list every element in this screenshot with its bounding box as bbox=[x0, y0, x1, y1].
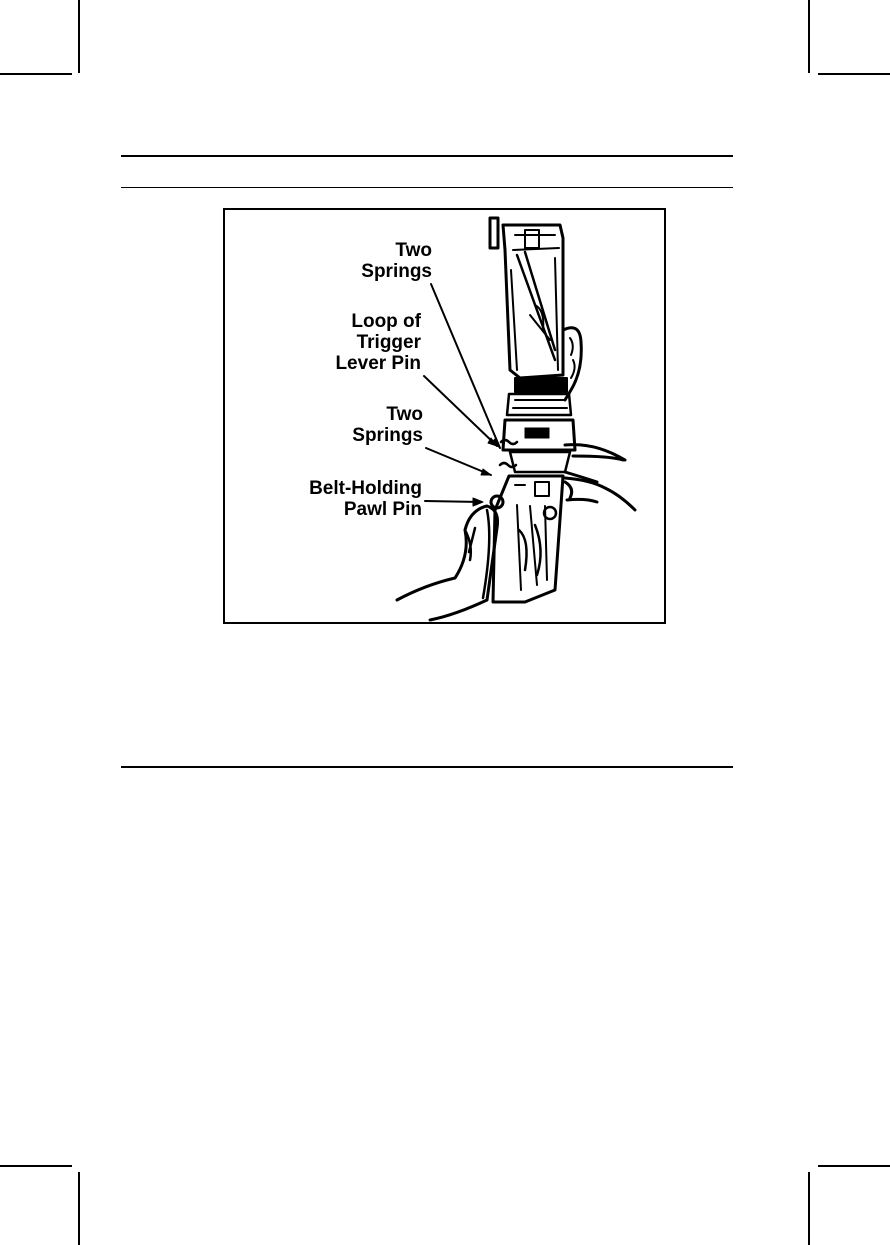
callout-line: Springs bbox=[361, 261, 432, 282]
callout-line: Two bbox=[386, 404, 423, 425]
top-knob bbox=[490, 218, 498, 248]
callout-trigger-lever-pin bbox=[335, 311, 421, 374]
callout-line: Two bbox=[395, 240, 432, 261]
callout-line: Lever Pin bbox=[335, 353, 421, 374]
arrowhead-two-springs-lower bbox=[481, 469, 491, 475]
crop-mark-top-right-vertical bbox=[808, 0, 810, 73]
figure-frame bbox=[223, 208, 666, 624]
callout-two-springs-lower bbox=[352, 404, 423, 446]
callout-line: Trigger bbox=[356, 332, 421, 353]
header-rule-thick bbox=[121, 155, 733, 157]
crop-mark-bottom-right-vertical bbox=[808, 1172, 810, 1245]
callout-line: Pawl Pin bbox=[343, 499, 422, 520]
callout-belt-holding-pawl-pin bbox=[309, 478, 422, 520]
callout-line: Belt-Holding bbox=[309, 478, 422, 499]
left-hand bbox=[397, 506, 498, 620]
callout-line: Loop of bbox=[351, 311, 421, 332]
header-rule-thin bbox=[121, 187, 733, 188]
crop-mark-top-left-horizontal bbox=[0, 73, 72, 75]
crop-mark-top-left-vertical bbox=[78, 0, 80, 73]
leader-two-springs-lower bbox=[426, 448, 491, 475]
callout-two-springs-top bbox=[361, 240, 432, 282]
crop-mark-bottom-left-vertical bbox=[78, 1172, 80, 1245]
crop-mark-bottom-right-horizontal bbox=[818, 1165, 890, 1167]
arrowhead-belt-holding-pawl-pin bbox=[473, 498, 483, 506]
crop-mark-bottom-left-horizontal bbox=[0, 1165, 72, 1167]
leader-two-springs-top bbox=[431, 284, 500, 448]
right-hand-lower bbox=[565, 478, 635, 510]
band-dark bbox=[515, 378, 567, 392]
machine-gun-disassembly-illustration bbox=[225, 210, 664, 622]
footer-rule bbox=[121, 766, 733, 768]
callout-line: Springs bbox=[352, 425, 423, 446]
lower-receiver bbox=[493, 476, 563, 602]
leader-trigger-lever-pin bbox=[424, 376, 497, 446]
crop-mark-top-right-horizontal bbox=[818, 73, 890, 75]
